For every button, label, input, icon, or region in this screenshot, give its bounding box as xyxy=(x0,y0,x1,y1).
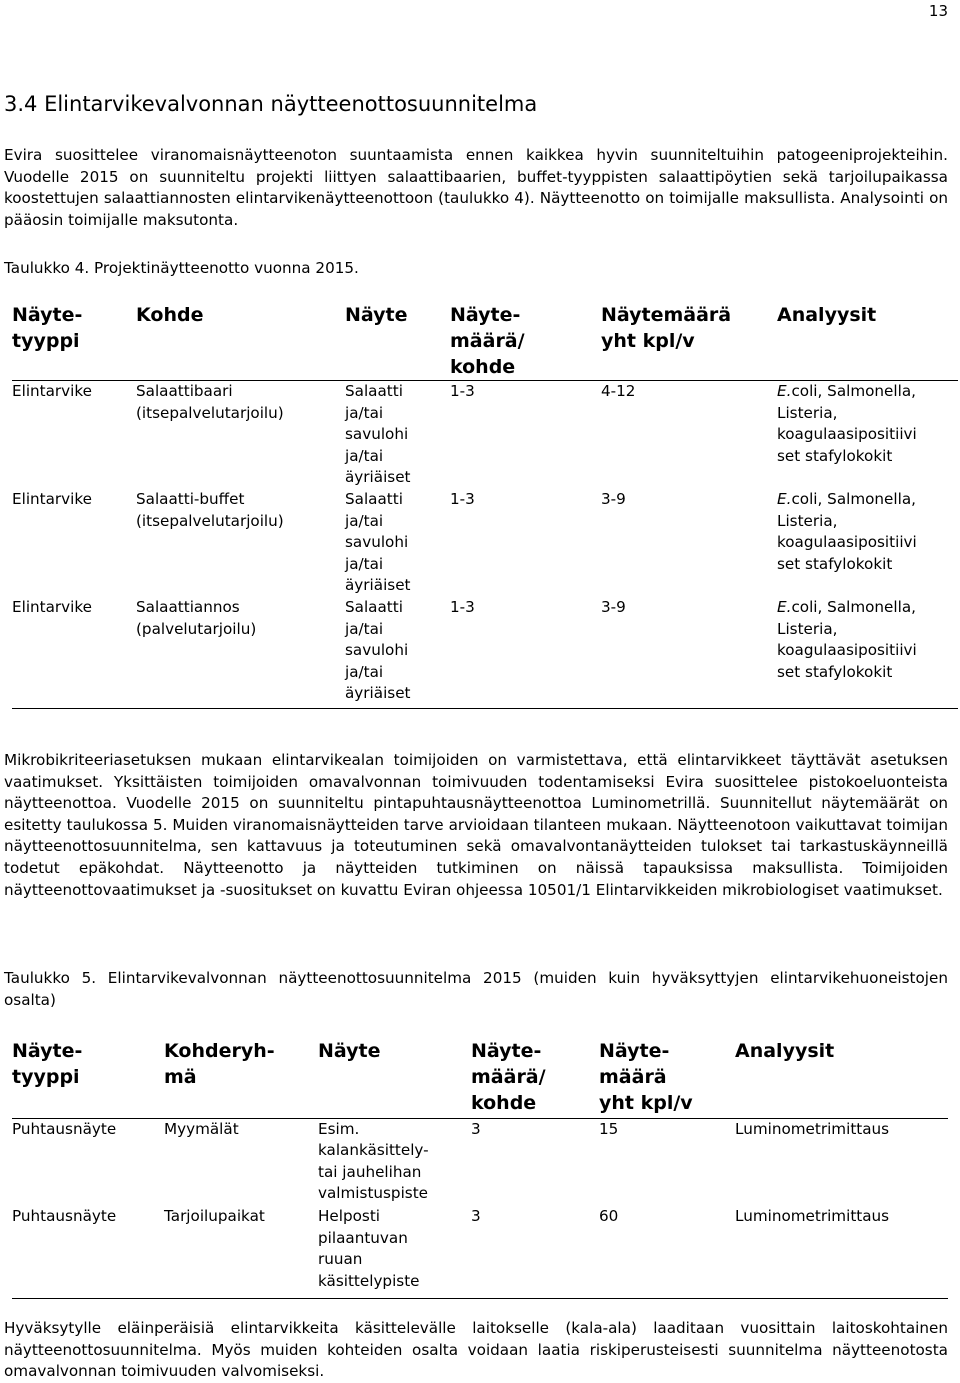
cell-maara-kohde: 1-3 xyxy=(450,597,475,616)
cell-analyysit xyxy=(777,381,958,489)
table5-header-tyyppi: Näyte- tyyppi xyxy=(12,1040,83,1088)
table5-header-row xyxy=(12,1038,948,1118)
cell-maara-yht: 15 xyxy=(599,1119,619,1138)
table4-header-maara-kohde: Näyte- määrä/ kohde xyxy=(450,304,525,378)
cell-nayte: Salaatti ja/tai savulohi ja/tai äyriäiset xyxy=(345,489,411,595)
table-row xyxy=(12,597,958,709)
cell-tyyppi: Puhtausnäyte xyxy=(12,1119,117,1138)
analyysit-text: coli, Salmonella, Listeria, koagulaasipositiivi set stafylokokit xyxy=(777,597,917,681)
cell-nayte: Helposti pilaantuvan ruuan käsittelypiste xyxy=(318,1207,420,1290)
cell-kohderyhma: Tarjoilupaikat xyxy=(164,1207,265,1225)
analyysit-text: coli, Salmonella, Listeria, koagulaasipositiivi set stafylokokit xyxy=(777,382,917,465)
table-row xyxy=(12,489,958,597)
table4-header-row xyxy=(12,302,958,381)
table4-header-nayte: Näyte xyxy=(345,304,408,326)
cell-maara-kohde: 1-3 xyxy=(450,382,475,400)
table5-header-maara-yht: Näyte- määrä yht kpl/v xyxy=(599,1040,693,1114)
cell-maara-kohde: 3 xyxy=(471,1119,481,1138)
cell-tyyppi: Puhtausnäyte xyxy=(12,1207,117,1225)
cell-tyyppi: Elintarvike xyxy=(12,597,92,616)
table5 xyxy=(12,1038,948,1299)
table4-header-kohde: Kohde xyxy=(136,304,204,326)
analyysit-italic: E. xyxy=(777,597,792,616)
cell-maara-yht: 3-9 xyxy=(601,597,626,616)
cell-kohde: Salaattibaari (itsepalvelutarjoilu) xyxy=(136,382,284,422)
cell-maara-yht: 3-9 xyxy=(601,489,626,508)
section-title: 3.4 Elintarvikevalvonnan näytteenottosuunnitelma xyxy=(4,92,538,116)
table5-header-analyysit: Analyysit xyxy=(735,1040,835,1062)
analyysit-italic: E. xyxy=(777,382,792,400)
cell-analyysit: Luminometrimittaus xyxy=(735,1119,890,1138)
cell-maara-yht: 60 xyxy=(599,1207,619,1225)
table-row xyxy=(12,381,958,489)
cell-kohde: Salaatti-buffet (itsepalvelutarjoilu) xyxy=(136,489,284,530)
analyysit-text: coli, Salmonella, Listeria, koagulaasipositiivi set stafylokokit xyxy=(777,489,917,573)
page-number: 13 xyxy=(928,2,948,20)
table5-header-maara-kohde: Näyte- määrä/ kohde xyxy=(471,1040,546,1114)
cell-nayte: Esim. kalankäsittely- tai jauhelihan valmistuspiste xyxy=(318,1119,429,1203)
table5-caption: Taulukko 5. Elintarvikevalvonnan näytteenottosuunnitelma 2015 (muiden kuin hyväksyttyjen elintarvikehuoneistojen osalta) xyxy=(4,969,948,1009)
cell-maara-yht: 4-12 xyxy=(601,382,636,400)
cell-nayte: Salaatti ja/tai savulohi ja/tai äyriäiset xyxy=(345,382,411,487)
table4-header-analyysit: Analyysit xyxy=(777,304,877,326)
table4-caption: Taulukko 4. Projektinäytteenotto vuonna 2015. xyxy=(4,259,359,277)
cell-analyysit: Luminometrimittaus xyxy=(735,1207,890,1225)
middle-paragraph: Mikrobikriteeriasetuksen mukaan elintarvikealan toimijoiden on varmistettava, että elintarvikkeet täyttävät asetuksen vaatimukset. Yksittäisten toimijoiden omavalvonnan toimivuuden todentamiseksi Evira suosittelee pistokoeluonteista näytteenottoa. Vuodelle 2015 on suunniteltu pintapuhtausnäytteenottoa Luminometrillä. Suunnitellut näytemäärät on esitetty taulukossa 5. Muiden viranomaisnäytteiden tarve arvioidaan tilanteen mukaan. Näytteenotoon vaikuttavat toimijan näytteenottosuunnitelma, sen kattavuus ja toteutuminen sekä omavalvontanäytteiden tulokset tai tarkastuskäynneillä todetut epäkohdat. Näytteenotto ja näytteiden tutkiminen on näissä tapauksissa maksullista. Toimijoiden näytteenottovaatimukset ja -suositukset on kuvattu Eviran ohjeessa 10501/1 Elintarvikkeiden mikrobiologiset vaatimukset. xyxy=(4,751,948,899)
cell-tyyppi: Elintarvike xyxy=(12,382,92,400)
table4-header-tyyppi: Näyte- tyyppi xyxy=(12,304,83,352)
table-row xyxy=(12,1206,948,1298)
cell-analyysit xyxy=(777,489,958,597)
table5-header-nayte: Näyte xyxy=(318,1040,381,1062)
cell-tyyppi: Elintarvike xyxy=(12,489,92,508)
cell-nayte: Salaatti ja/tai savulohi ja/tai äyriäiset xyxy=(345,597,411,703)
cell-maara-kohde: 3 xyxy=(471,1207,481,1225)
table4-header-maara-yht: Näytemäärä yht kpl/v xyxy=(601,304,732,352)
table-row xyxy=(12,1118,948,1206)
closing-paragraph: Hyväksytylle eläinperäisiä elintarvikkeita käsittelevälle laitokselle (kala-ala) laaditaan vuosittain laitoskohtainen näytteenottosuunnitelma. Myös muiden kohteiden osalta voidaan laatia riskiperusteisesti suunnitelma näytteenotosta omavalvonnan toimivuuden valvomiseksi. xyxy=(4,1319,948,1381)
analyysit-italic: E. xyxy=(777,489,792,508)
cell-analyysit xyxy=(777,597,958,709)
cell-maara-kohde: 1-3 xyxy=(450,489,475,508)
cell-kohderyhma: Myymälät xyxy=(164,1119,239,1138)
table4 xyxy=(12,302,958,709)
table5-header-kohderyhma: Kohderyh- mä xyxy=(164,1040,275,1088)
intro-paragraph: Evira suosittelee viranomaisnäytteenoton suuntaamista ennen kaikkea hyvin suunniteltuihin patogeeniprojekteihin. Vuodelle 2015 on suunniteltu projekti liittyen salaattibaarien, buffet-tyyppisten salaattipöytien sekä tarjoilupaikassa koostettujen salaattiannosten elintarvikenäytteenottoon (taulukko 4). Näytteenotto on toimijalle maksullista. Analysointi on pääosin toimijalle maksutonta. xyxy=(4,146,948,229)
cell-kohde: Salaattiannos (palvelutarjoilu) xyxy=(136,597,257,638)
